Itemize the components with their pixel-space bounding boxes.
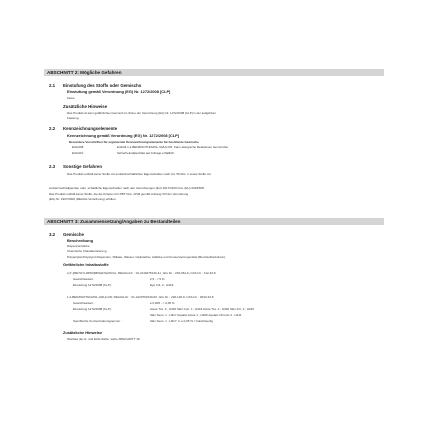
component-label: Spezifische Konzentrationsgrenzen :: [73, 319, 122, 323]
labelling-subheading: Besondere Vorschriften für ergänzende Kennzeichnungselemente für bestimmte Gemische: [69, 140, 199, 144]
subsection-heading: Kennzeichnungselemente: [63, 126, 118, 131]
subsection-number: 2.2: [49, 126, 56, 131]
subsection-subheading: Einstufung gemäß Verordnung (EG) Nr. 1272/2008 [CLP]: [67, 89, 171, 94]
hazard-text: Sicherheitsdatenblatt auf Anfrage erhältlich.: [117, 151, 175, 155]
component-value: ≥ 0,005 - < 0,05 %: [150, 301, 175, 305]
classification-value: Keine: [67, 96, 75, 100]
component-label: Einstufung 1272/2008 [CLP] :: [73, 283, 113, 287]
additional-info-heading: Zusätzliche Hinweise: [63, 104, 108, 109]
section-2-header: ABSCHNITT 2: Mögliche Gefahren: [44, 69, 384, 76]
component-label: Gewichtsanteil :: [73, 277, 95, 281]
description-text: Chemische Charakterisierung: [67, 249, 107, 253]
subsection-number: 3.2: [49, 232, 56, 237]
component-value: 2,5 - < 5 %: [150, 277, 165, 281]
paragraph: (EG) Nr. 1907/2006 (REACH-Verordnung) erfüllen.: [49, 197, 117, 201]
component-label: Gewichtsanteil :: [73, 301, 95, 305]
component-value: Skin Sens. 1 ; H317 Aquatic Acute 1 ; H400 Aquatic Chronic 2 ; H411: [150, 313, 242, 317]
description-text: Polyacrylat-Polystyrol-Dispersion, Silikate, Wasser, Glykolether, Additive und Konservierungsmittel (Benzisothiazolinon).: [67, 255, 226, 259]
subsection-heading: Einstufung des Stoffs oder Gemischs: [63, 83, 142, 88]
hazard-text: Enthält 1,2-BENZISOTHIAZOL-3(2H)-ON. Kann allergische Reaktionen hervorrufen.: [117, 145, 230, 149]
subsection-number: 2.3: [49, 164, 56, 169]
additional-info-text: Das Produkt ist kein gefährliches Gemisch im Sinne der Verordnung (EG) Nr. 1272/2008 [CLP] in der lediglichen: [67, 111, 216, 115]
component-value: Acute Tox. 2 ; H330 Skin Corr. 1 ; H318 Acute Tox. 4 ; H302 Skin Irrit. 2 ; H315: [150, 307, 254, 311]
paragraph: Das Produkt enthält keine Stoffe, die die Kriterien für PBT bzw. vPvB gemäß Anhang XIII der Verordnung: [49, 192, 189, 196]
subsection-heading: Sonstige Gefahren: [63, 164, 103, 169]
hazard-code: EUH208: [72, 145, 84, 149]
other-hazards-text: Das Produkt enthält keine Stoffe mit endokrinschädlichen Eigenschaften nach Art. 59 Abs. 1 sowie Stoffe mit: [67, 172, 211, 176]
component-value: Eye Irrit. 2 ; H319: [150, 283, 174, 287]
component-line: 2,2'-[METHYLIMINO]BIS(ETHANOL); REACH-Nr. : 01-2119475134-41 ; EG-Nr. : 203-961-6; CAS-Nr. : 112-34-5: [67, 271, 216, 275]
subsection-number: 2.1: [49, 83, 56, 88]
paragraph: endokrinschädigenden oder -schädliche Eigenschaften nach den Verordnungen (EU) 2017/2100 bzw. (EU) 2018/605.: [49, 186, 205, 190]
component-line: 1,2-BENZISOTHIAZOL-3(2H)-ON; REACH-Nr. : 01-2120761540-60 ; EG-Nr. : 220-120-9; CAS-Nr. : 2634-33-5: [67, 295, 214, 299]
additional-info-heading: Zusätzliche Hinweise: [63, 330, 103, 335]
section-3-header: ABSCHNITT 3: Zusammensetzung/Angaben zu Bestandteilen: [44, 218, 384, 225]
description-heading: Beschreibung: [67, 238, 93, 243]
additional-info-text: Fassung.: [67, 116, 80, 120]
description-text: Dispersionsfarbe: [67, 244, 90, 248]
additional-info-text: Wortlaut der H- und EUH-Sätze: siehe ABSCHNITT 16.: [67, 337, 141, 341]
hazard-code: EUH210: [72, 151, 84, 155]
component-label: Einstufung 1272/2008 [CLP] :: [73, 307, 113, 311]
subsection-subheading: Kennzeichnung gemäß Verordnung (EG) Nr. 1272/2008 [CLP]: [67, 133, 179, 138]
component-value: Skin Sens. 1 ; H317: C ≥ 0,05 % = Gleichwertig: [150, 319, 213, 323]
subsection-heading: Gemische: [63, 232, 84, 237]
hazardous-components-heading: Gefährliche Inhaltsstoffe: [63, 262, 109, 267]
